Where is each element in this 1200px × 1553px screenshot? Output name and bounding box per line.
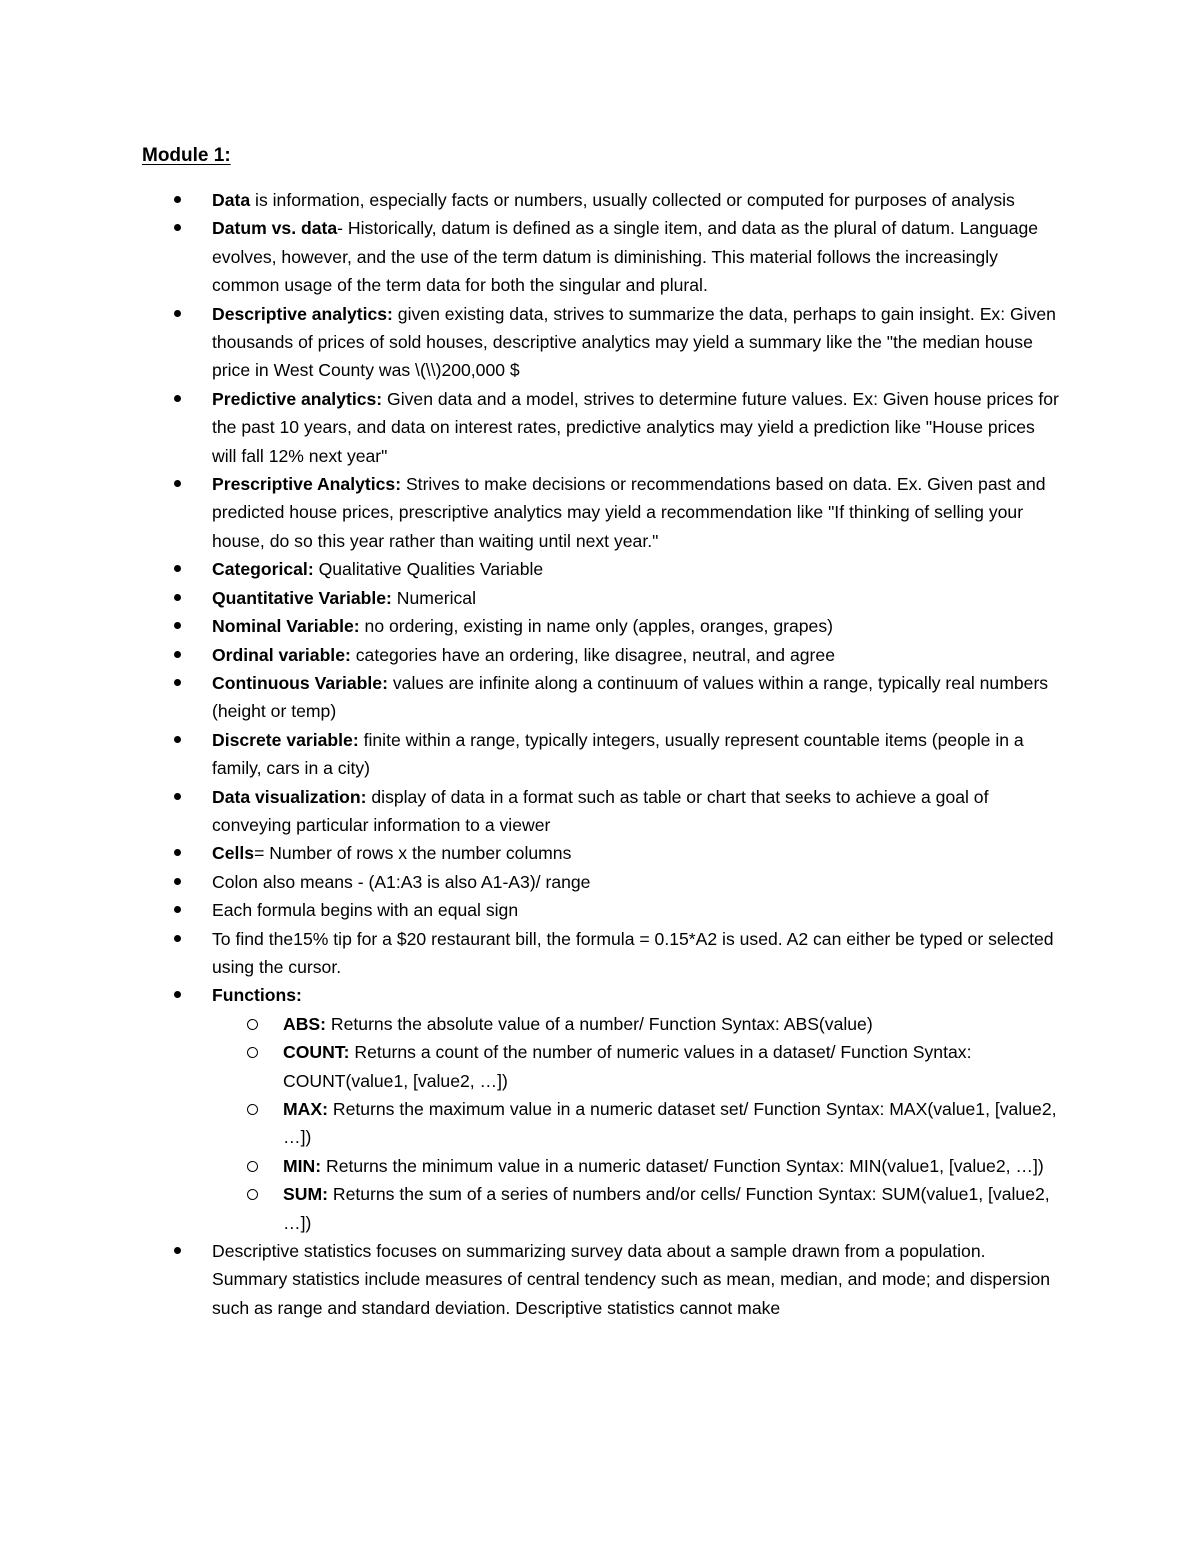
item-term: Continuous Variable: (212, 672, 388, 693)
item-text: = Number of rows x the number columns (254, 843, 572, 864)
circle-bullet-icon (247, 1189, 258, 1200)
sub-list-item (0, 1095, 1063, 1152)
bullet-icon (174, 651, 181, 658)
item-term: Descriptive analytics: (212, 303, 393, 324)
function-description: Returns the maximum value in a numeric dataset set/ Function Syntax: MAX(value1, [value2, …]) (283, 1099, 1057, 1148)
list-item (0, 896, 1062, 924)
function-name: ABS: (283, 1013, 327, 1034)
list-item (0, 584, 1062, 612)
page-title: Module 1: (142, 145, 231, 166)
function-name: MAX: (283, 1099, 328, 1119)
list-item (0, 925, 1062, 982)
bullet-icon (174, 793, 181, 800)
item-term: Data visualization: (212, 786, 367, 807)
item-text: categories have an ordering, like disagree, neutral, and agree (350, 644, 835, 665)
item-text: given existing data, strives to summarize the data, perhaps to gain insight. Ex: Given thousands of prices of sold houses, descriptive analytics may yield a summary like the "the median house price in West County was \(\\)200,000 $ (212, 303, 1056, 381)
function-name: MIN: (283, 1155, 322, 1176)
item-text: Qualitative Qualities Variable (313, 559, 544, 580)
list-item (0, 839, 1062, 867)
item-term: Predictive analytics: (212, 388, 383, 409)
bullet-icon (174, 224, 181, 231)
sub-list-item (0, 1010, 1063, 1038)
item-term: Ordinal variable: (212, 644, 351, 665)
bullet-icon (174, 310, 181, 317)
item-term: Cells (212, 843, 255, 864)
bullet-list (0, 186, 1200, 1322)
list-item (0, 1237, 1062, 1322)
item-text: Colon also means - (A1:A3 is also A1-A3)/ range (212, 871, 591, 892)
item-text: finite within a range, typically integers, usually represent countable items (people in a family, cars in a city) (212, 729, 1024, 779)
item-term: Nominal Variable: (212, 616, 360, 637)
bullet-icon (174, 906, 181, 913)
bullet-icon (174, 196, 181, 203)
list-item (0, 555, 1062, 583)
function-description: Returns the minimum value in a numeric dataset/ Function Syntax: MIN(value1, [value2, …]) (321, 1155, 1044, 1176)
bullet-icon (174, 395, 181, 402)
list-item (0, 669, 1062, 726)
bullet-icon (174, 622, 181, 629)
function-description: Returns a count of the number of numeric values in a dataset/ Function Syntax: COUNT(value1, [value2, …]) (283, 1042, 972, 1091)
list-item (0, 726, 1062, 783)
function-description: Returns the absolute value of a number/ Function Syntax: ABS(value) (326, 1013, 873, 1034)
item-term: Prescriptive Analytics: (212, 474, 402, 495)
circle-bullet-icon (247, 1019, 258, 1030)
item-term: Discrete variable: (212, 729, 359, 750)
item-term: Categorical: (212, 559, 314, 580)
item-text: values are infinite along a continuum of values within a range, typically real numbers (height or temp) (212, 672, 1049, 722)
item-text: is information, especially facts or numbers, usually collected or computed for purposes of analysis (250, 190, 1015, 210)
list-item (0, 300, 1062, 385)
list-item (0, 783, 1062, 840)
item-text: Strives to make decisions or recommendations based on data. Ex. Given past and predicted house prices, prescriptive analytics may yield a recommendation like "If thinking of selling your house, do so this year rather than waiting until next year." (212, 474, 1046, 551)
circle-bullet-icon (247, 1161, 258, 1172)
functions-sublist (212, 1010, 1062, 1237)
bullet-icon (174, 594, 181, 601)
list-item-functions (0, 981, 1062, 1237)
bullet-icon (174, 565, 181, 572)
item-text: display of data in a format such as table or chart that seeks to achieve a goal of conveying particular information to a viewer (212, 786, 989, 835)
bullet-icon (174, 1247, 181, 1254)
item-text: Given data and a model, strives to determine future values. Ex: Given house prices for the past 10 years, and data on interest rates, predictive analytics may yield a prediction like "House prices will fall 12% next year" (212, 388, 1059, 466)
function-description: Returns the sum of a series of numbers and/or cells/ Function Syntax: SUM(value1, [value2, …]) (283, 1184, 1050, 1233)
list-item (0, 641, 1062, 669)
bullet-icon (174, 878, 181, 885)
circle-bullet-icon (247, 1047, 258, 1058)
sub-list-item (0, 1038, 1063, 1095)
item-text: no ordering, existing in name only (apples, oranges, grapes) (359, 616, 833, 637)
bullet-icon (174, 935, 181, 942)
sub-list-item (0, 1180, 1063, 1237)
item-text: Descriptive statistics focuses on summarizing survey data about a sample drawn from a population. Summary statistics include measures of central tendency such as mean, median, and mode; and dispersion such as range and standard deviation. Descriptive statistics cannot make (212, 1241, 1051, 1318)
item-text: - Historically, datum is defined as a single item, and data as the plural of datum. Language evolves, however, and the use of the term datum is diminishing. This material follows the increasingly common usage of the term data for both the singular and plural. (212, 218, 1039, 296)
item-text: To find the15% tip for a $20 restaurant bill, the formula = 0.15*A2 is used. A2 can either be typed or selected using the cursor. (212, 928, 1054, 977)
circle-bullet-icon (247, 1104, 258, 1115)
bullet-icon (174, 679, 181, 686)
bullet-icon (174, 480, 181, 487)
list-item (0, 868, 1062, 896)
function-name: COUNT: (283, 1042, 350, 1063)
function-name: SUM: (283, 1184, 328, 1205)
item-term: Functions: (212, 985, 302, 1006)
item-term: Datum vs. data (212, 218, 338, 239)
bullet-icon (174, 736, 181, 743)
list-item (0, 186, 1062, 214)
list-item (0, 385, 1062, 470)
item-term: Quantitative Variable: (212, 587, 392, 608)
bullet-icon (174, 991, 181, 998)
list-item (0, 470, 1062, 555)
item-text: Numerical (391, 587, 476, 608)
list-item (0, 214, 1062, 299)
sub-list-item (0, 1152, 1063, 1180)
bullet-icon (174, 849, 181, 856)
item-text: Each formula begins with an equal sign (212, 900, 519, 921)
list-item (0, 612, 1062, 640)
item-term: Data (212, 190, 251, 210)
